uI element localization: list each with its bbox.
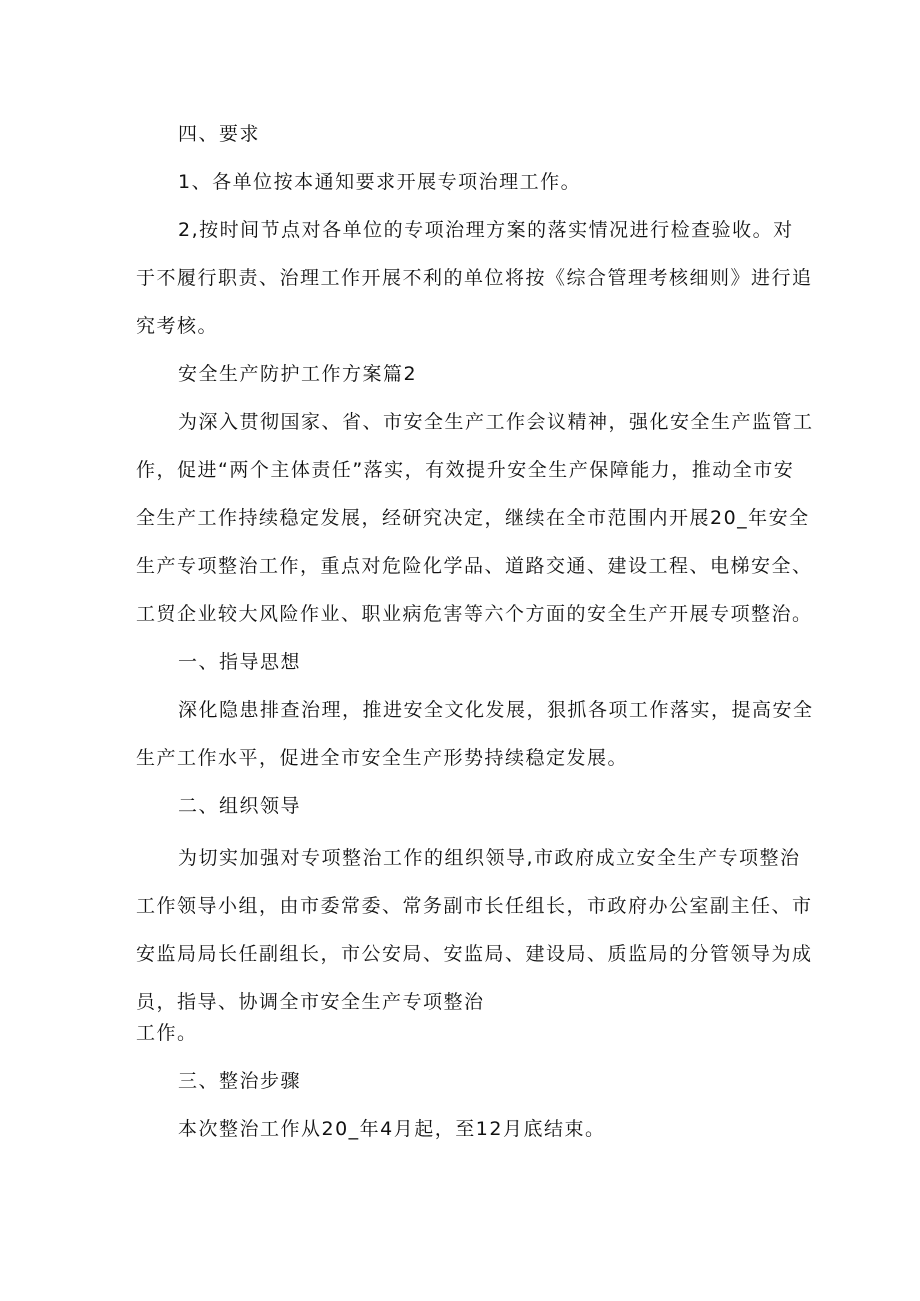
section-heading-organization: 二、组织领导 <box>178 795 302 817</box>
paragraph-line: 安监局局长任副组长，市公安局、安监局、建设局、质监局的分管领导为成 <box>136 943 813 965</box>
paragraph-line: 为深入贯彻国家、省、市安全生产工作会议精神，强化安全生产监管工 <box>178 411 814 433</box>
paragraph-line: 员，指导、协调全市安全生产专项整治 <box>136 991 485 1013</box>
paragraph-line: 为切实加强对专项整治工作的组织领导,市政府成立安全生产专项整治 <box>178 847 801 869</box>
paragraph-line: 全生产工作持续稳定发展，经研究决定，继续在全市范围内开展20_年安全 <box>136 507 810 529</box>
paragraph-line: 工贸企业较大风险作业、职业病危害等六个方面的安全生产开展专项整治。 <box>136 603 813 625</box>
article-title: 安全生产防护工作方案篇2 <box>178 363 418 385</box>
paragraph-line: 于不履行职责、治理工作开展不利的单位将按《综合管理考核细则》进行追 <box>136 267 813 289</box>
paragraph-line: 作，促进“两个主体责任”落实，有效提升安全生产保障能力，推动全市安 <box>136 459 795 481</box>
paragraph-line: 工作。 <box>136 1022 198 1044</box>
paragraph-line: 工作领导小组，由市委常委、常务副市长任组长，市政府办公室副主任、市 <box>136 895 813 917</box>
section-heading-requirements: 四、要求 <box>178 123 261 145</box>
paragraph-line: 生产工作水平，促进全市安全生产形势持续稳定发展。 <box>136 747 629 769</box>
paragraph-line: 究考核。 <box>136 315 219 337</box>
paragraph-line: 2,按时间节点对各单位的专项治理方案的落实情况进行检查验收。对 <box>178 219 794 241</box>
paragraph-line: 深化隐患排查治理，推进安全文化发展，狠抓各项工作落实，提高安全 <box>178 699 814 721</box>
paragraph-line: 本次整治工作从20_年4月起，至12月底结束。 <box>178 1118 606 1140</box>
section-heading-steps: 三、整治步骤 <box>178 1070 302 1092</box>
section-heading-guiding-ideology: 一、指导思想 <box>178 651 302 673</box>
paragraph-line: 生产专项整治工作，重点对危险化学品、道路交通、建设工程、电梯安全、 <box>136 555 813 577</box>
paragraph-line: 1、各单位按本通知要求开展专项治理工作。 <box>178 171 582 193</box>
